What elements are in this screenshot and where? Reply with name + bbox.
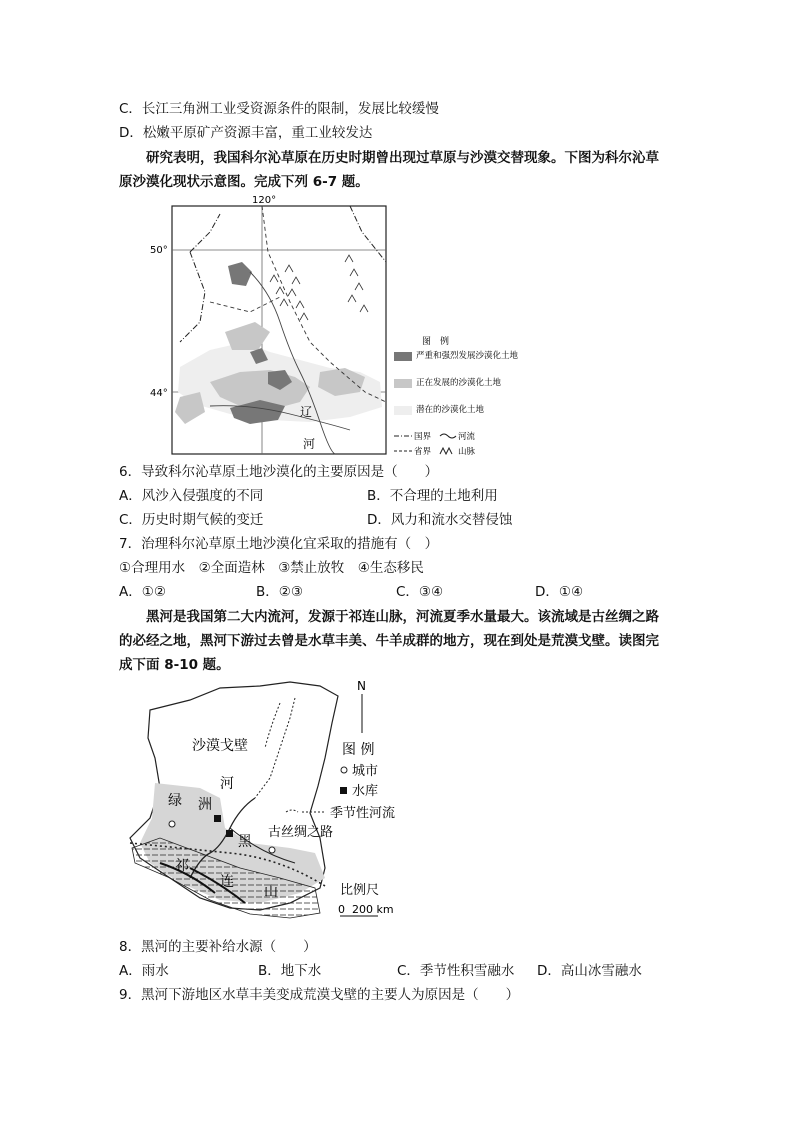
legend2-title: 图 例 bbox=[342, 742, 375, 758]
city-marker bbox=[169, 821, 175, 827]
question-7-option-a[interactable]: A．①② bbox=[119, 584, 166, 600]
label-desert: 沙漠戈壁 bbox=[192, 738, 248, 754]
legend-potential-swatch bbox=[394, 406, 412, 415]
option-d-previous: D．松嫩平原矿产资源丰富，重工业较发达 bbox=[119, 125, 373, 141]
legend-potential-label: 潜在的沙漠化土地 bbox=[416, 405, 485, 415]
legend-city-symbol bbox=[341, 767, 347, 773]
legend-reservoir-label: 水库 bbox=[352, 784, 379, 799]
map-char-liao: 辽 bbox=[300, 405, 313, 419]
label-shan: 山 bbox=[264, 884, 278, 900]
label-silk-road: 古丝绸之路 bbox=[268, 825, 334, 840]
legend-severe-swatch bbox=[394, 352, 412, 361]
scale-200: 200 km bbox=[352, 903, 394, 916]
latitude-50-label: 50° bbox=[150, 245, 168, 256]
scale-title: 比例尺 bbox=[340, 883, 380, 898]
legend-developing-swatch bbox=[394, 379, 412, 388]
legend-river-label: 河流 bbox=[458, 432, 476, 442]
question-6-option-b[interactable]: B．不合理的土地利用 bbox=[367, 488, 498, 504]
intro-paragraph-horqin: 研究表明，我国科尔沁草原在历史时期曾出现过草原与沙漠交替现象。下图为科尔沁草原沙漠化现状示意图。完成下列 6-7 题。 bbox=[119, 150, 659, 190]
question-7-items: ①合理用水 ②全面造林 ③禁止放牧 ④生态移民 bbox=[119, 560, 424, 576]
question-8-stem: 8．黑河的主要补给水源（ ） bbox=[119, 939, 317, 955]
question-7-stem: 7．治理科尔沁草原土地沙漠化宜采取的措施有（ ） bbox=[119, 536, 439, 552]
heihe-basin-map bbox=[120, 678, 420, 923]
legend-title: 图 例 bbox=[422, 337, 450, 347]
legend-mountain-label: 山脉 bbox=[458, 447, 476, 457]
label-qi: 祁 bbox=[175, 858, 189, 874]
legend-national-label: 国界 bbox=[414, 432, 432, 442]
longitude-120-label: 120° bbox=[252, 195, 277, 206]
map-char-he: 河 bbox=[303, 437, 316, 451]
legend-provincial-label: 省界 bbox=[414, 447, 432, 457]
question-6-option-c[interactable]: C．历史时期气候的变迁 bbox=[119, 512, 264, 528]
reservoir-marker bbox=[214, 815, 221, 822]
option-c-previous: C．长江三角洲工业受资源条件的限制，发展比较缓慢 bbox=[119, 101, 439, 117]
legend-reservoir-symbol bbox=[340, 787, 347, 794]
legend-river-symbol bbox=[440, 434, 456, 438]
question-8-option-a[interactable]: A．雨水 bbox=[119, 963, 169, 979]
question-8-option-b[interactable]: B．地下水 bbox=[258, 963, 322, 979]
city-marker bbox=[269, 847, 275, 853]
question-6-option-d[interactable]: D．风力和流水交替侵蚀 bbox=[367, 512, 513, 528]
question-7-option-b[interactable]: B．②③ bbox=[256, 584, 303, 600]
question-9-stem: 9．黑河下游地区水草丰美变成荒漠戈壁的主要人为原因是（ ） bbox=[119, 987, 520, 1003]
question-7-option-c[interactable]: C．③④ bbox=[396, 584, 444, 600]
question-6-stem: 6．导致科尔沁草原土地沙漠化的主要原因是（ ） bbox=[119, 464, 439, 480]
legend-severe-label: 严重和强烈发展沙漠化土地 bbox=[416, 351, 519, 361]
scale-zero: 0 bbox=[338, 903, 345, 916]
reservoir-marker bbox=[226, 830, 233, 837]
label-oasis-2: 洲 bbox=[198, 797, 212, 813]
label-oasis-1: 绿 bbox=[168, 793, 182, 809]
latitude-44-label: 44° bbox=[150, 388, 168, 399]
question-8-option-c[interactable]: C．季节性积雪融水 bbox=[397, 963, 515, 979]
label-hei: 黑 bbox=[238, 834, 252, 850]
intro-paragraph-heihe: 黑河是我国第二大内流河，发源于祁连山脉，河流夏季水量最大。该流域是古丝绸之路的必经之地，黑河下游过去曾是水草丰美、牛羊成群的地方，现在到处是荒漠戈壁。读图完成下面 8-10 题。 bbox=[119, 609, 659, 673]
north-label: N bbox=[357, 679, 366, 693]
legend-mountain-symbol bbox=[440, 448, 452, 454]
horqin-desertification-map bbox=[150, 192, 519, 462]
legend-developing-label: 正在发展的沙漠化土地 bbox=[416, 378, 502, 388]
label-he: 河 bbox=[220, 776, 234, 792]
question-6-option-a[interactable]: A．风沙入侵强度的不同 bbox=[119, 488, 264, 504]
legend-city-label: 城市 bbox=[352, 764, 379, 779]
legend-seasonal-river-label: 季节性河流 bbox=[330, 806, 396, 821]
question-7-option-d[interactable]: D．①④ bbox=[535, 584, 584, 600]
label-lian: 连 bbox=[220, 874, 234, 890]
question-8-option-d[interactable]: D．高山冰雪融水 bbox=[537, 963, 642, 979]
